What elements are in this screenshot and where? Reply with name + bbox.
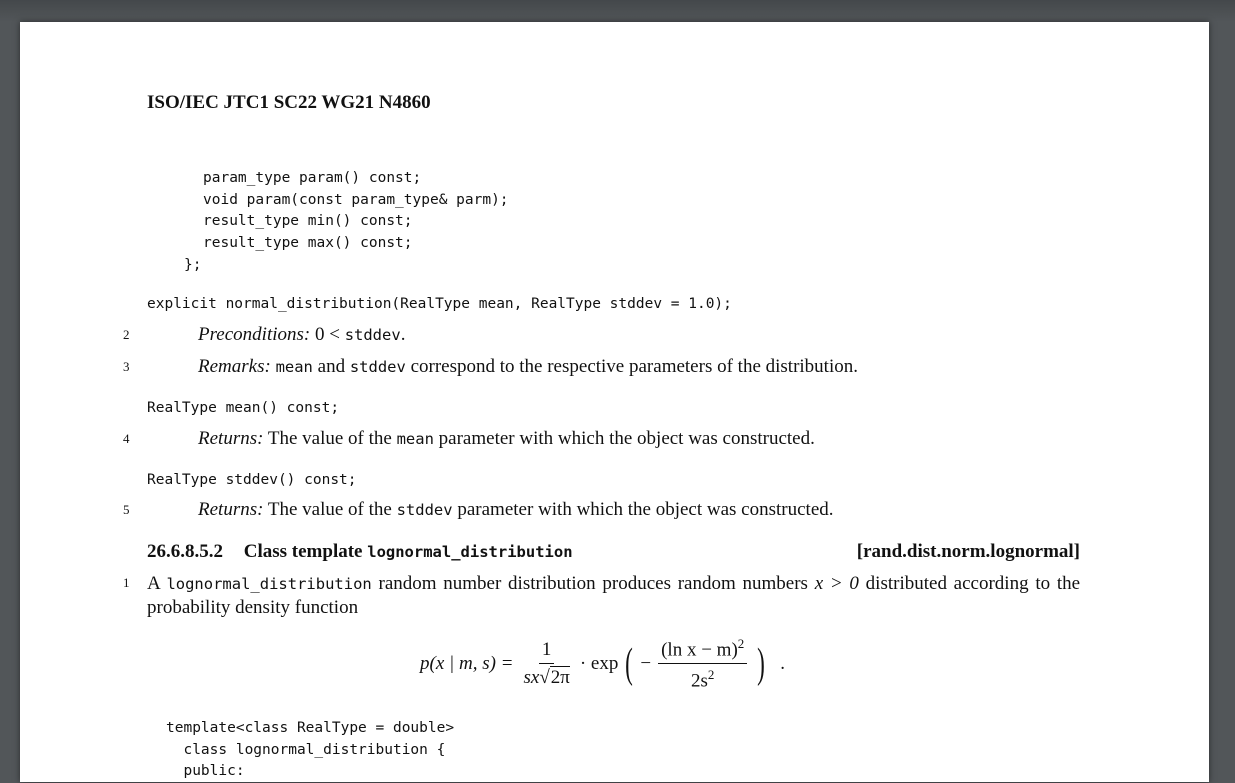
description-paragraph	[147, 572, 1080, 620]
code-block-top	[184, 168, 509, 277]
constructor-signature: explicit normal_distribution(RealType mean, RealType stddev = 1.0);	[147, 296, 732, 312]
text: The value of the	[267, 428, 392, 449]
exp-operator: · exp	[579, 653, 619, 675]
paragraph-number: 1	[123, 575, 130, 590]
code-block-bottom	[166, 718, 454, 783]
right-paren: )	[757, 641, 766, 688]
preconditions-paragraph	[198, 324, 405, 346]
text: 0 <	[314, 324, 340, 345]
text: parameter with which the object was constructed.	[457, 499, 834, 520]
den-text: 2s	[690, 670, 708, 692]
formula-end: .	[780, 653, 786, 675]
viewer-top-bar	[0, 0, 1235, 22]
returns-paragraph	[198, 499, 834, 521]
code: stddev	[344, 326, 401, 344]
math: x > 0	[814, 573, 859, 594]
section-heading	[147, 541, 1080, 563]
code-line: param_type param() const;	[203, 170, 422, 186]
section-number: 26.6.8.5.2	[147, 541, 223, 562]
superscript: 2	[707, 667, 715, 683]
returns-paragraph	[198, 428, 815, 450]
left-paren: (	[625, 641, 634, 688]
fraction	[521, 639, 573, 689]
code-line: void param(const param_type& parm);	[203, 191, 509, 208]
formula-lhs: p(x | m, s) =	[420, 653, 514, 675]
numerator: 1	[539, 639, 555, 664]
root-term: 2π	[550, 667, 570, 689]
code-line: class lognormal_distribution {	[166, 741, 446, 758]
paragraph-number: 5	[123, 502, 130, 517]
code-line: public:	[166, 763, 245, 780]
code-line: result_type min() const;	[203, 213, 413, 230]
paragraph-number: 2	[123, 327, 130, 342]
label: Preconditions:	[198, 324, 311, 345]
code: mean	[275, 358, 313, 376]
label: Remarks:	[198, 356, 271, 377]
document-header: ISO/IEC JTC1 SC22 WG21 N4860	[147, 92, 431, 113]
mean-signature: RealType mean() const;	[147, 400, 340, 416]
num-text: (ln x − m)	[661, 639, 738, 661]
section-reference: [rand.dist.norm.lognormal]	[856, 541, 1080, 562]
numerator	[658, 636, 747, 664]
text: The value of the	[267, 499, 392, 520]
text: .	[400, 324, 406, 345]
paragraph-number: 4	[123, 431, 130, 446]
minus-sign: −	[640, 653, 652, 675]
code-line: template<class RealType = double>	[166, 720, 455, 736]
code: mean	[396, 430, 434, 448]
text: correspond to the respective parameters of the distribution.	[410, 356, 858, 377]
remarks-paragraph	[198, 356, 858, 378]
code: stddev	[396, 501, 453, 519]
text: parameter with which the object was constructed.	[438, 428, 815, 449]
paragraph-number: 3	[123, 359, 130, 374]
den-var: sx	[523, 667, 540, 689]
denominator: sx√2π	[523, 667, 570, 689]
text: random number distribution produces random numbers	[378, 573, 808, 594]
stddev-signature: RealType stddev() const;	[147, 472, 357, 488]
fraction	[658, 636, 747, 693]
label: Returns:	[198, 428, 264, 449]
code-line: };	[184, 256, 202, 273]
text: A	[147, 573, 160, 594]
density-formula	[420, 636, 785, 693]
code: lognormal_distribution	[166, 575, 372, 593]
label: Returns:	[198, 499, 264, 520]
code-line: result_type max() const;	[203, 235, 413, 252]
text: and	[317, 356, 346, 377]
section-title: Class template	[243, 541, 363, 562]
denominator	[688, 664, 717, 692]
section-title-code: lognormal_distribution	[367, 543, 573, 561]
text: distributed according to the probability density function	[147, 573, 1081, 618]
superscript: 2	[737, 636, 745, 651]
code: stddev	[349, 358, 406, 376]
document-page	[20, 22, 1209, 782]
